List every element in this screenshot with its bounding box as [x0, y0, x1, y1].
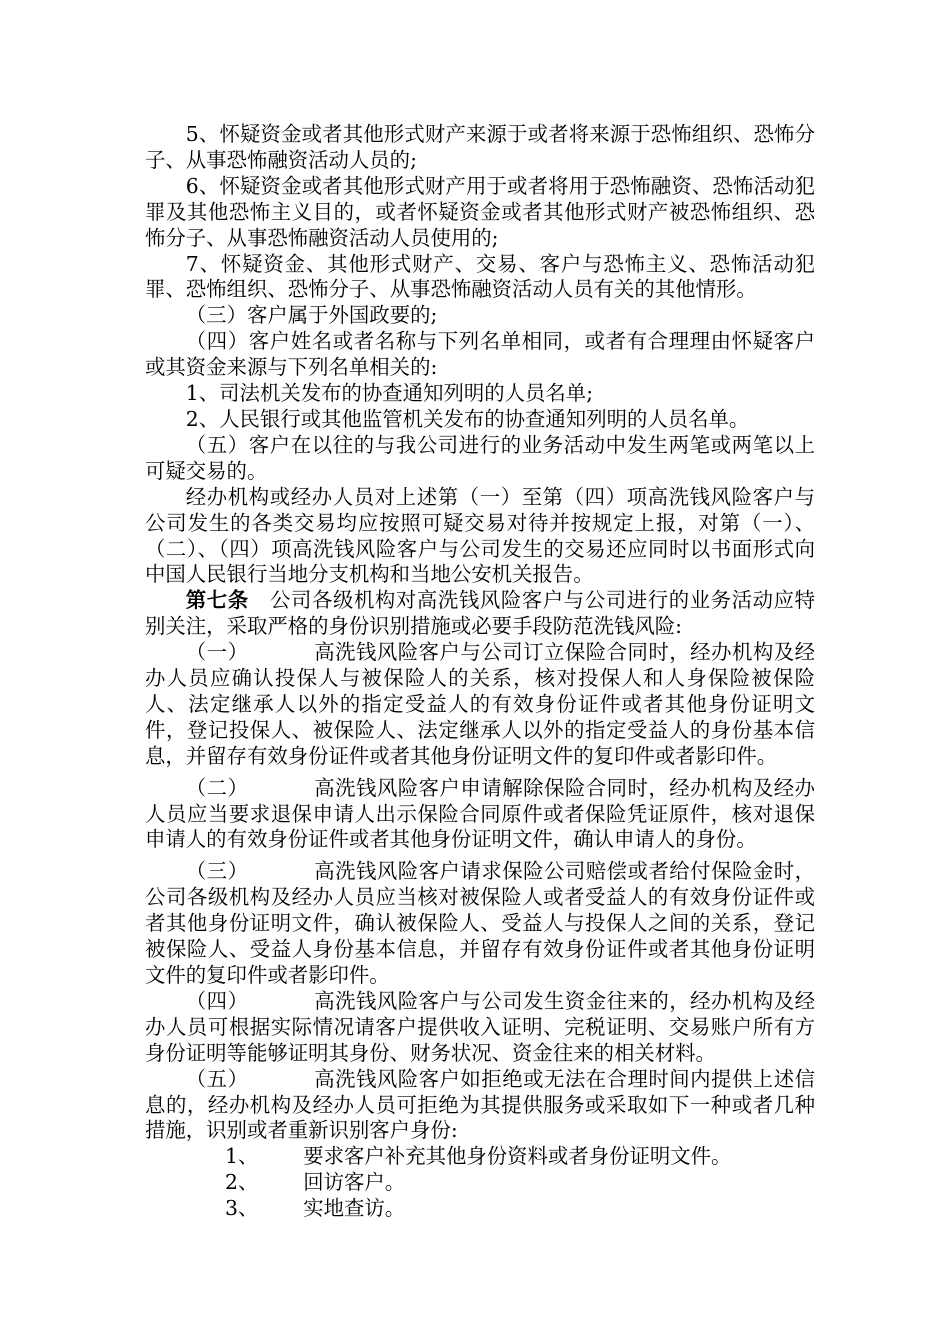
list-judicial: 1、司法机关发布的协查通知列明的人员名单; [185, 381, 594, 406]
list-pboc: 2、人民银行或其他监管机关发布的协查通知列明的人员名单。 [185, 406, 750, 431]
sub-number: 2、 [225, 1170, 259, 1195]
sub-number: 1、 [225, 1144, 259, 1169]
item-number: （五） [185, 1066, 249, 1091]
item-text: 高洗钱风险客户申请解除保险合同时，经办机构及经办人员应当要求退保申请人出示保险合同原件或者保险凭证原件，核对退保申请人的有效身份证件或者其他身份证明文件，确认申请人的身份。 [145, 775, 816, 852]
article-text: 公司各级机构对高洗钱风险客户与公司进行的业务活动应特别关注，采取严格的身份识别措施或必要手段防范洗钱风险: [145, 588, 816, 639]
measure-item-5 [145, 1067, 815, 1145]
item-number: （一） [185, 640, 249, 665]
clause-5: 5、怀疑资金或者其他形式财产来源于或者将来源于恐怖组织、恐怖分子、从事恐怖融资活动人员的; [145, 122, 815, 172]
article-7 [145, 588, 815, 640]
measure-item-2 [145, 776, 815, 854]
sub-text: 要求客户补充其他身份资料或者身份证明文件。 [303, 1144, 732, 1169]
clause-7: 7、怀疑资金、其他形式财产、交易、客户与恐怖主义、恐怖活动犯罪、恐怖组织、恐怖分子、从事恐怖融资活动人员有关的其他情形。 [145, 251, 815, 302]
item-number: （四） [185, 988, 249, 1013]
item-text: 高洗钱风险客户与公司订立保险合同时，经办机构及经办人员应确认投保人与被保险人的关系，核对投保人和人身保险被保险人、法定继承人以外的指定受益人的有效身份证件或者其他身份证明文件，登记投保人、被保险人、法定继承人以外的指定受益人的身份基本信息，并留存有效身份证件或者其他身份证明文件的复印件或者影印件。 [145, 640, 816, 768]
sub-text: 实地查访。 [303, 1196, 406, 1221]
article-heading: 第七条 [185, 588, 249, 613]
item-4-name-list: （四）客户姓名或者名称与下列名单相同，或者有合理理由怀疑客户或其资金来源与下列名单相关的: [145, 329, 815, 380]
measure-sub-3 [145, 1196, 815, 1222]
item-text: 高洗钱风险客户与公司发生资金往来的，经办机构及经办人员可根据实际情况请客户提供收入证明、完税证明、交易账户所有方身份证明等能够证明其身份、财务状况、资金往来的相关材料。 [145, 988, 816, 1065]
item-3-foreign-pep: （三）客户属于外国政要的; [185, 303, 438, 328]
item-text: 高洗钱风险客户如拒绝或无法在合理时间内提供上述信息的，经办机构及经办人员可拒绝为其提供服务或采取如下一种或者几种措施，识别或者重新识别客户身份: [145, 1066, 816, 1143]
item-text: 高洗钱风险客户请求保险公司赔偿或者给付保险金时，公司各级机构及经办人员应当核对被保险人或者受益人的有效身份证件或者其他身份证明文件，确认被保险人、受益人与投保人之间的关系，登记被保险人、受益人身份基本信息，并留存有效身份证件或者其他身份证明文件的复印件或者影印件。 [145, 859, 816, 987]
item-number: （三） [185, 859, 249, 884]
measure-sub-1 [145, 1144, 815, 1170]
item-number: （二） [185, 775, 249, 800]
measure-item-1 [145, 640, 815, 770]
sub-number: 3、 [225, 1196, 259, 1221]
measure-sub-2 [145, 1170, 815, 1196]
sub-text: 回访客户。 [303, 1170, 406, 1195]
item-5-suspicious: （五）客户在以往的与我公司进行的业务活动中发生两笔或两笔以上可疑交易的。 [145, 432, 815, 483]
document-page [145, 122, 815, 1222]
reporting-paragraph: 经办机构或经办人员对上述第（一）至第（四）项高洗钱风险客户与公司发生的各类交易均应按照可疑交易对待并按规定上报，对第（一）、（二）、（四）项高洗钱风险客户与公司发生的交易还应同时以书面形式向中国人民银行当地分支机构和当地公安机关报告。 [145, 484, 815, 587]
measure-item-3 [145, 859, 815, 989]
clause-6: 6、怀疑资金或者其他形式财产用于或者将用于恐怖融资、恐怖活动犯罪及其他恐怖主义目的，或者怀疑资金或者其他形式财产被恐怖组织、恐怖分子、从事恐怖融资活动人员使用的; [145, 173, 815, 250]
measure-item-4 [145, 989, 815, 1067]
